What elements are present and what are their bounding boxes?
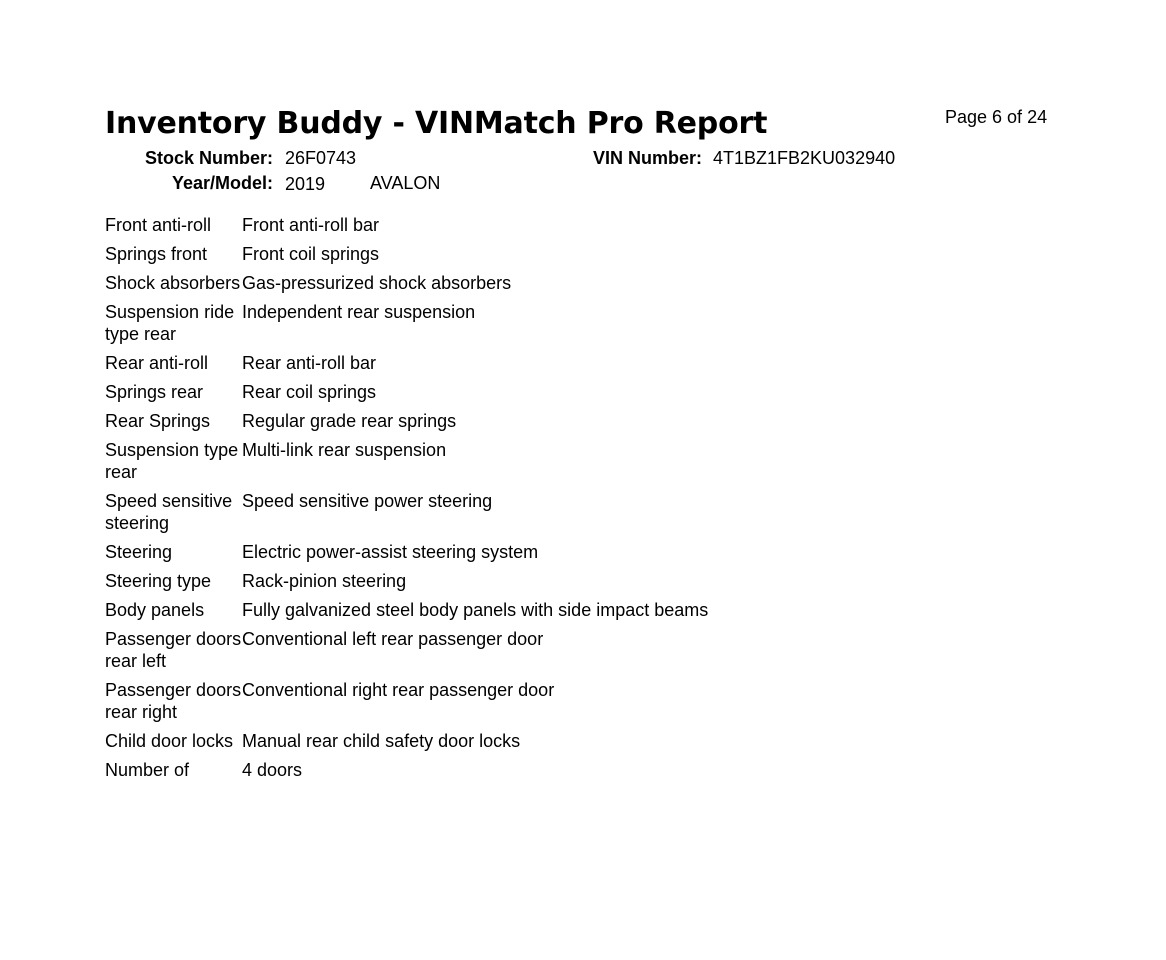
spec-value: Gas-pressurized shock absorbers	[242, 273, 512, 293]
spec-value: Electric power-assist steering system	[242, 542, 539, 562]
stock-number-label: Stock Number:	[144, 148, 273, 168]
spec-label: Child door locks	[105, 731, 234, 751]
spec-value: Regular grade rear springs	[242, 411, 457, 431]
spec-row	[105, 628, 1005, 672]
report-title: Inventory Buddy - VINMatch Pro Report	[105, 106, 768, 141]
spec-list	[105, 214, 1005, 788]
spec-value: Manual rear child safety door locks	[242, 731, 521, 751]
spec-row	[105, 272, 1005, 294]
spec-row	[105, 439, 1005, 483]
spec-label: Steering type	[105, 571, 212, 591]
spec-value: Rear coil springs	[242, 382, 377, 402]
model-value: AVALON	[370, 173, 441, 193]
spec-label: Body panels	[105, 600, 205, 620]
spec-row	[105, 243, 1005, 265]
spec-value: 4 doors	[242, 760, 303, 780]
spec-label: Speed sensitive steering	[105, 491, 233, 533]
spec-value: Conventional left rear passenger door	[242, 629, 544, 649]
year-value: 2019	[285, 174, 326, 194]
spec-value: Fully galvanized steel body panels with side impact beams	[242, 600, 709, 620]
spec-row	[105, 301, 1005, 345]
spec-value: Speed sensitive power steering	[242, 491, 493, 511]
stock-number-value: 26F0743	[285, 148, 357, 168]
spec-label: Rear Springs	[105, 411, 211, 431]
spec-value: Multi-link rear suspension	[242, 440, 447, 460]
vin-number-value: 4T1BZ1FB2KU032940	[713, 148, 896, 168]
spec-label: Shock absorbers	[105, 273, 241, 293]
year-model-label: Year/Model:	[171, 173, 273, 193]
spec-label: Passenger doors rear right	[105, 680, 242, 722]
spec-row	[105, 679, 1005, 723]
spec-row	[105, 381, 1005, 403]
spec-row	[105, 410, 1005, 432]
spec-value: Rack-pinion steering	[242, 571, 407, 591]
spec-label: Passenger doors rear left	[105, 629, 242, 671]
spec-row	[105, 541, 1005, 563]
spec-row	[105, 599, 1005, 621]
spec-row	[105, 490, 1005, 534]
spec-row	[105, 352, 1005, 374]
spec-value: Front anti-roll bar	[242, 215, 380, 235]
spec-value: Independent rear suspension	[242, 302, 476, 322]
spec-label: Springs front	[105, 244, 208, 264]
spec-label: Number of	[105, 760, 190, 780]
page-number: Page 6 of 24	[945, 107, 1048, 127]
spec-row	[105, 730, 1005, 752]
spec-label: Rear anti-roll	[105, 353, 209, 373]
spec-row	[105, 214, 1005, 236]
spec-value: Front coil springs	[242, 244, 380, 264]
spec-row	[105, 759, 1005, 781]
spec-value: Conventional right rear passenger door	[242, 680, 555, 700]
spec-label: Suspension type rear	[105, 440, 239, 482]
vin-number-label: VIN Number:	[592, 148, 702, 168]
spec-label: Front anti-roll	[105, 215, 212, 235]
spec-value: Rear anti-roll bar	[242, 353, 377, 373]
spec-label: Springs rear	[105, 382, 204, 402]
spec-label: Suspension ride type rear	[105, 302, 235, 344]
spec-label: Steering	[105, 542, 173, 562]
spec-row	[105, 570, 1005, 592]
